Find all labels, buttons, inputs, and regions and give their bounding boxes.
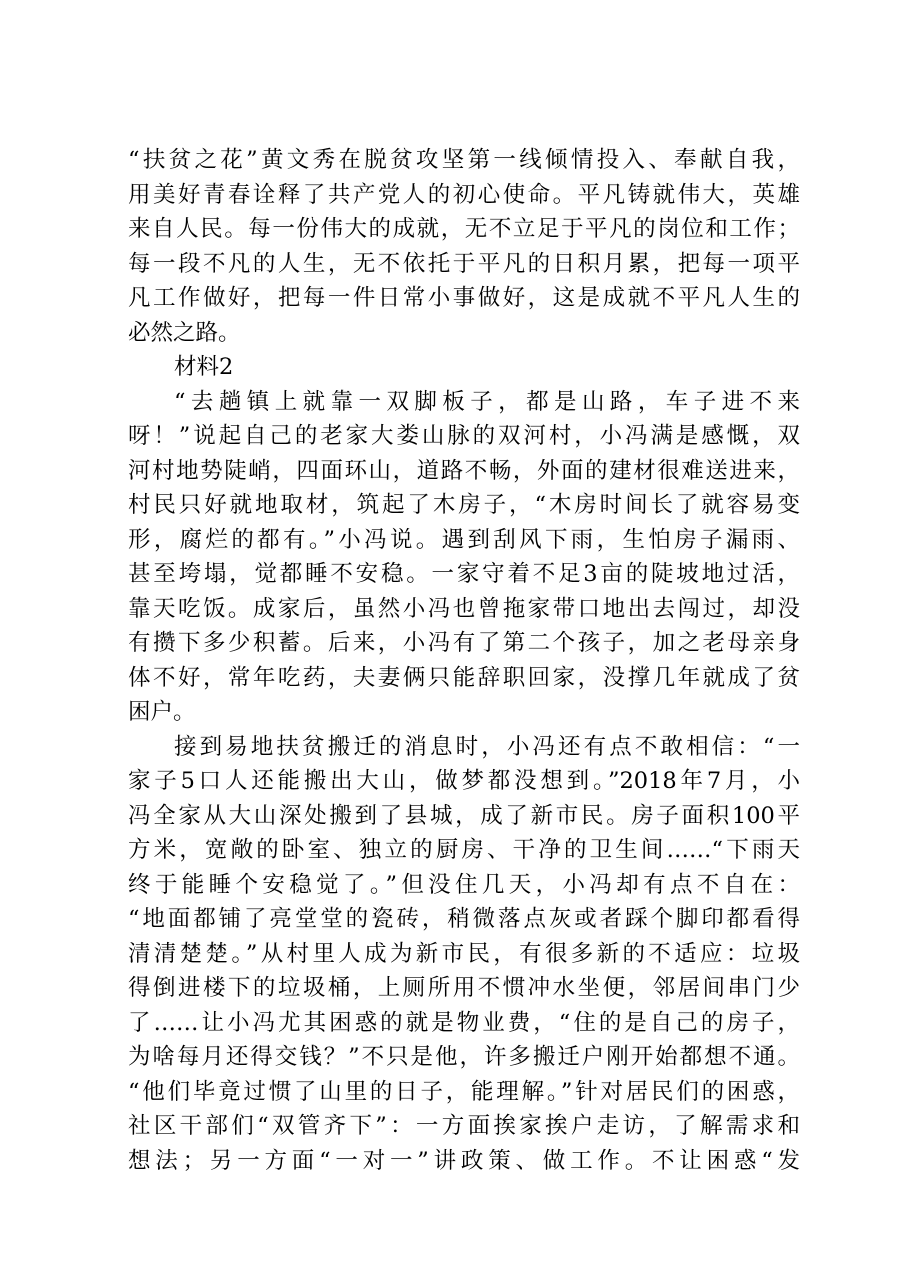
paragraph-line: 了……让小冯尤其困惑的就是物业费，“住的是自己的房子， bbox=[128, 1009, 800, 1036]
paragraph-line: 河村地势陡峭，四面环山，道路不畅，外面的建材很难送进来， bbox=[128, 457, 800, 484]
paragraph-line: “扶贫之花”黄文秀在脱贫攻坚第一线倾情投入、奉献自我， bbox=[128, 147, 800, 173]
paragraph-line: “地面都铺了亮堂堂的瓷砖，稍微落点灰或者踩个脚印都看得 bbox=[128, 906, 800, 932]
paragraph-line: 呀！”说起自己的老家大娄山脉的双河村，小冯满是感慨，双 bbox=[128, 423, 800, 449]
paragraph-line: 方米，宽敞的卧室、独立的厨房、干净的卫生间……“下雨天 bbox=[128, 837, 800, 863]
paragraph-line: 必然之路。 bbox=[128, 319, 241, 346]
paragraph-line: 形，腐烂的都有。”小冯说。遇到刮风下雨，生怕房子漏雨、 bbox=[128, 526, 800, 553]
paragraph-line: 家子5口人还能搬出大山，做梦都没想到。”2018年7月，小 bbox=[128, 768, 800, 794]
paragraph-line: 终于能睡个安稳觉了。”但没住几天，小冯却有点不自在： bbox=[128, 871, 800, 898]
paragraph-line: 社区干部们“双管齐下”：一方面挨家挨户走访，了解需求和 bbox=[128, 1113, 800, 1139]
paragraph-line: “他们毕竟过惯了山里的日子，能理解。”针对居民们的困惑， bbox=[128, 1078, 800, 1105]
paragraph-line: 甚至垮塌，觉都睡不安稳。一家守着不足3亩的陡坡地过活， bbox=[128, 561, 800, 587]
paragraph-line: 清清楚楚。”从村里人成为新市民，有很多新的不适应：垃圾 bbox=[128, 940, 800, 967]
section-heading: 材料2 bbox=[174, 354, 234, 380]
paragraph-line: 靠天吃饭。成家后，虽然小冯也曾拖家带口地出去闯过，却没 bbox=[128, 595, 800, 622]
paragraph-line: 每一段不凡的人生，无不依托于平凡的日积月累，把每一项平 bbox=[128, 250, 800, 277]
paragraph-line: 接到易地扶贫搬迁的消息时，小冯还有点不敢相信：“一 bbox=[174, 733, 800, 760]
paragraph-line: 有攒下多少积蓄。后来，小冯有了第二个孩子，加之老母亲身 bbox=[128, 630, 800, 656]
paragraph-line: 体不好，常年吃药，夫妻俩只能辞职回家，没撑几年就成了贫 bbox=[128, 664, 800, 691]
paragraph-line: 为啥每月还得交钱？”不只是他，许多搬迁户刚开始都想不通。 bbox=[128, 1044, 800, 1070]
paragraph-line: 用美好青春诠释了共产党人的初心使命。平凡铸就伟大，英雄 bbox=[128, 181, 800, 208]
paragraph-line: 想法；另一方面“一对一”讲政策、做工作。不让困惑“发 bbox=[128, 1147, 800, 1174]
paragraph-line: “去趟镇上就靠一双脚板子，都是山路，车子进不来 bbox=[174, 388, 800, 415]
paragraph-line: 村民只好就地取材，筑起了木房子，“木房时间长了就容易变 bbox=[128, 492, 800, 518]
paragraph-line: 凡工作做好，把每一件日常小事做好，这是成就不平凡人生的 bbox=[128, 285, 800, 311]
paragraph-line: 困户。 bbox=[128, 699, 196, 725]
paragraph-line: 冯全家从大山深处搬到了县城，成了新市民。房子面积100平 bbox=[128, 802, 800, 829]
paragraph-line: 来自人民。每一份伟大的成就，无不立足于平凡的岗位和工作； bbox=[128, 216, 800, 242]
paragraph-line: 得倒进楼下的垃圾桶，上厕所用不惯冲水坐便，邻居间串门少 bbox=[128, 975, 800, 1001]
